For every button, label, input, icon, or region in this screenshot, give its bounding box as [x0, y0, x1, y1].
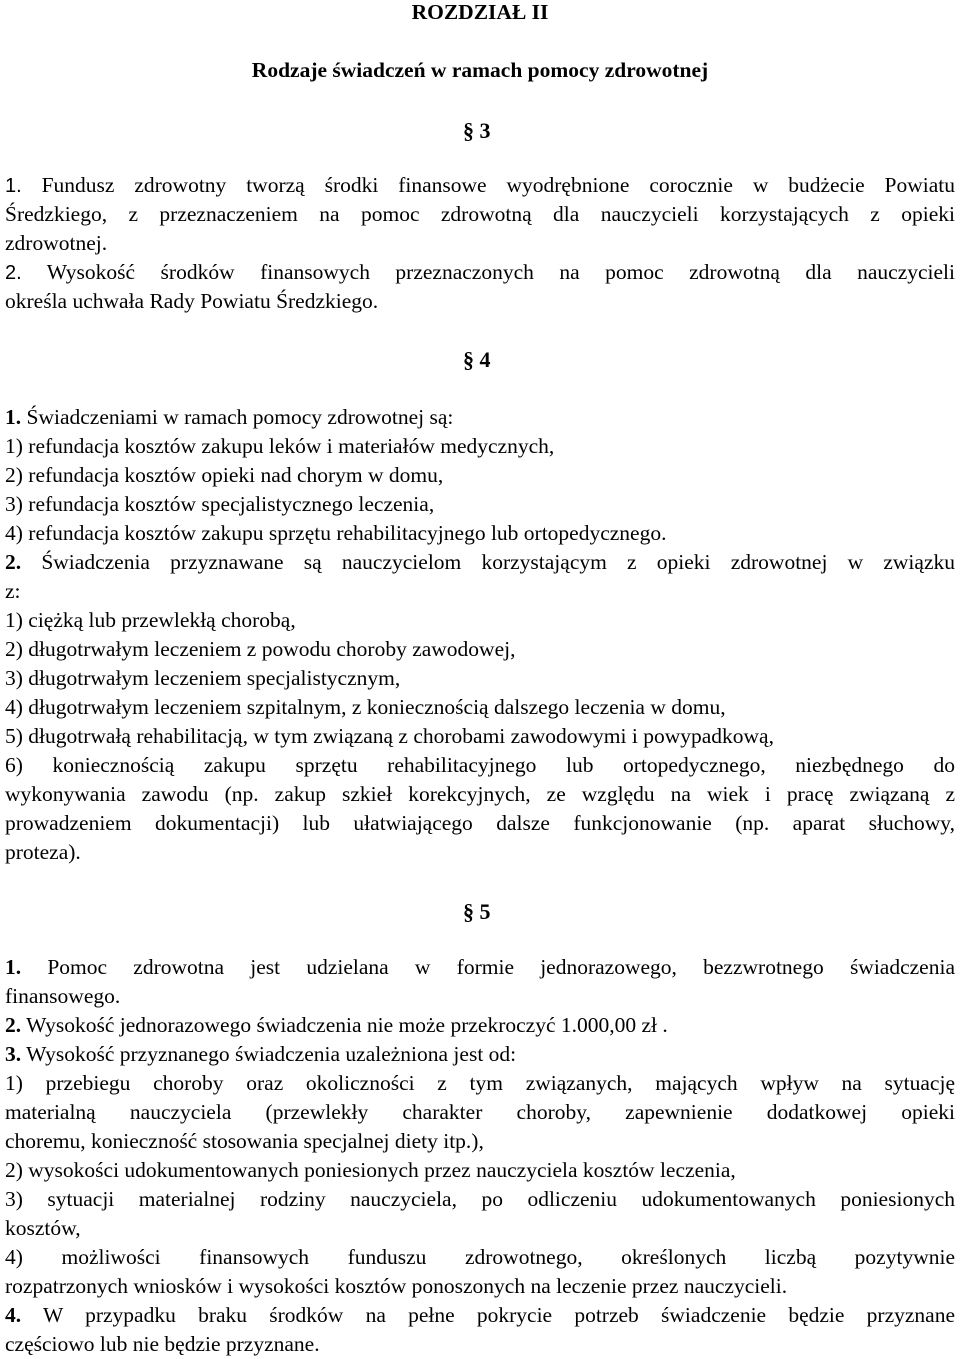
- list-item: [5, 519, 955, 548]
- list-item: [5, 461, 955, 490]
- list-item: [5, 1272, 955, 1301]
- paragraph-text: Wysokość środków finansowych przeznaczonych na pomoc zdrowotną dla nauczycieli: [21, 260, 955, 284]
- list-item-text: 5) długotrwałą rehabilitacją, w tym związaną z chorobami zawodowymi i powypadkową,: [5, 724, 774, 748]
- paragraph-text: Wysokość jednorazowego świadczenia nie może przekroczyć 1.000,00 zł .: [21, 1013, 668, 1037]
- list-item: [5, 722, 955, 751]
- list-item-text: 6) koniecznością zakupu sprzętu rehabilitacyjnego lub ortopedycznego, niezbędnego do: [5, 753, 955, 777]
- paragraph-text: Świadczenia przyznawane są nauczycielom korzystającym z opieki zdrowotnej w związku: [21, 550, 955, 574]
- list-item-text: 4) refundacja kosztów zakupu sprzętu rehabilitacyjnego lub ortopedycznego.: [5, 521, 667, 545]
- list-item: [5, 1069, 955, 1098]
- paragraph-number: 1.: [5, 175, 22, 197]
- section-heading-3: § 3: [463, 118, 491, 143]
- section-heading-5: § 5: [463, 899, 491, 924]
- paragraph-line: [5, 287, 955, 316]
- list-item: [5, 838, 955, 867]
- list-item: [5, 664, 955, 693]
- paragraph-text: zdrowotnej.: [5, 231, 108, 255]
- chapter-title: ROZDZIAŁ II: [411, 0, 549, 24]
- paragraph-text: Wysokość przyznanego świadczenia uzależniona jest od:: [21, 1042, 517, 1066]
- list-item-text: choremu, konieczność stosowania specjalnej diety itp.),: [5, 1129, 484, 1153]
- list-item-text: rozpatrzonych wniosków i wysokości kosztów ponoszonych na leczenie przez nauczycieli.: [5, 1274, 788, 1298]
- list-item: [5, 1156, 955, 1185]
- list-item: [5, 751, 955, 780]
- list-item-text: prowadzeniem dokumentacji) lub ułatwiającego dalsze funkcjonowanie (np. aparat słuchowy,: [5, 811, 955, 835]
- list-item: [5, 490, 955, 519]
- paragraph-text: finansowego.: [5, 984, 121, 1008]
- list-item-text: 3) sytuacji materialnej rodziny nauczyciela, po odliczeniu udokumentowanych poniesionych: [5, 1187, 955, 1211]
- paragraph-line: [5, 1011, 955, 1040]
- list-item: [5, 1098, 955, 1127]
- list-item: [5, 1185, 955, 1214]
- list-item-text: 2) długotrwałym leczeniem z powodu choroby zawodowej,: [5, 637, 516, 661]
- list-item-text: 1) refundacja kosztów zakupu leków i materiałów medycznych,: [5, 434, 555, 458]
- paragraph-text: częściowo lub nie będzie przyznane.: [5, 1332, 320, 1356]
- paragraph-text: Pomoc zdrowotna jest udzielana w formie jednorazowego, bezzwrotnego świadczenia: [21, 955, 955, 979]
- list-item: [5, 780, 955, 809]
- list-item-text: wykonywania zawodu (np. zakup szkieł korekcyjnych, ze względu na wiek i pracę związaną z: [5, 782, 955, 806]
- list-item: [5, 1243, 955, 1272]
- paragraph-text: Średzkiego, z przeznaczeniem na pomoc zdrowotną dla nauczycieli korzystających z opieki: [5, 202, 955, 226]
- paragraph-line: [5, 1330, 955, 1359]
- paragraph-line: [5, 1040, 955, 1069]
- paragraph-line: [5, 200, 955, 229]
- list-item-text: materialną nauczyciela (przewlekły charakter choroby, zapewnienie dodatkowej opieki: [5, 1100, 955, 1124]
- paragraph-line: [5, 548, 955, 577]
- paragraph-text: W przypadku braku środków na pełne pokrycie potrzeb świadczenie będzie przyznane: [21, 1303, 955, 1327]
- list-item-text: kosztów,: [5, 1216, 81, 1240]
- paragraph-number: 2.: [5, 550, 22, 574]
- paragraph-line: [5, 982, 955, 1011]
- list-item: [5, 432, 955, 461]
- list-item-text: 2) refundacja kosztów opieki nad chorym w domu,: [5, 463, 444, 487]
- paragraph-number: 3.: [5, 1042, 22, 1066]
- paragraph-line: [5, 577, 955, 606]
- list-item-text: 3) refundacja kosztów specjalistycznego leczenia,: [5, 492, 435, 516]
- paragraph-line: [5, 258, 955, 288]
- paragraph-text: z:: [5, 579, 21, 603]
- list-item-text: 2) wysokości udokumentowanych poniesionych przez nauczyciela kosztów leczenia,: [5, 1158, 736, 1182]
- list-item: [5, 606, 955, 635]
- list-item: [5, 1127, 955, 1156]
- paragraph-line: [5, 229, 955, 258]
- section-heading-4: § 4: [463, 347, 491, 372]
- paragraph-line: [5, 1301, 955, 1330]
- paragraph-number: 4.: [5, 1303, 22, 1327]
- paragraph-number: 2.: [5, 262, 22, 284]
- paragraph-line: [5, 171, 955, 201]
- paragraph-number: 1.: [5, 955, 22, 979]
- paragraph-text: określa uchwała Rady Powiatu Średzkiego.: [5, 289, 379, 313]
- paragraph-number: 1.: [5, 405, 22, 429]
- list-item: [5, 635, 955, 664]
- list-item: [5, 1214, 955, 1243]
- paragraph-line: [5, 953, 955, 982]
- list-item-text: proteza).: [5, 840, 81, 864]
- paragraph-number: 2.: [5, 1013, 22, 1037]
- list-item: [5, 693, 955, 722]
- list-item-text: 1) przebiegu choroby oraz okoliczności z tym związanych, mających wpływ na sytuację: [5, 1071, 955, 1095]
- paragraph-text: Świadczeniami w ramach pomocy zdrowotnej są:: [21, 405, 454, 429]
- chapter-subtitle: Rodzaje świadczeń w ramach pomocy zdrowotnej: [251, 58, 709, 82]
- list-item-text: 1) ciężką lub przewlekłą chorobą,: [5, 608, 296, 632]
- list-item-text: 3) długotrwałym leczeniem specjalistycznym,: [5, 666, 401, 690]
- paragraph-text: Fundusz zdrowotny tworzą środki finansowe wyodrębnione corocznie w budżecie Powiatu: [21, 173, 955, 197]
- list-item-text: 4) możliwości finansowych funduszu zdrowotnego, określonych liczbą pozytywnie: [5, 1245, 955, 1269]
- list-item-text: 4) długotrwałym leczeniem szpitalnym, z koniecznością dalszego leczenia w domu,: [5, 695, 726, 719]
- list-item: [5, 809, 955, 838]
- paragraph-line: [5, 403, 955, 432]
